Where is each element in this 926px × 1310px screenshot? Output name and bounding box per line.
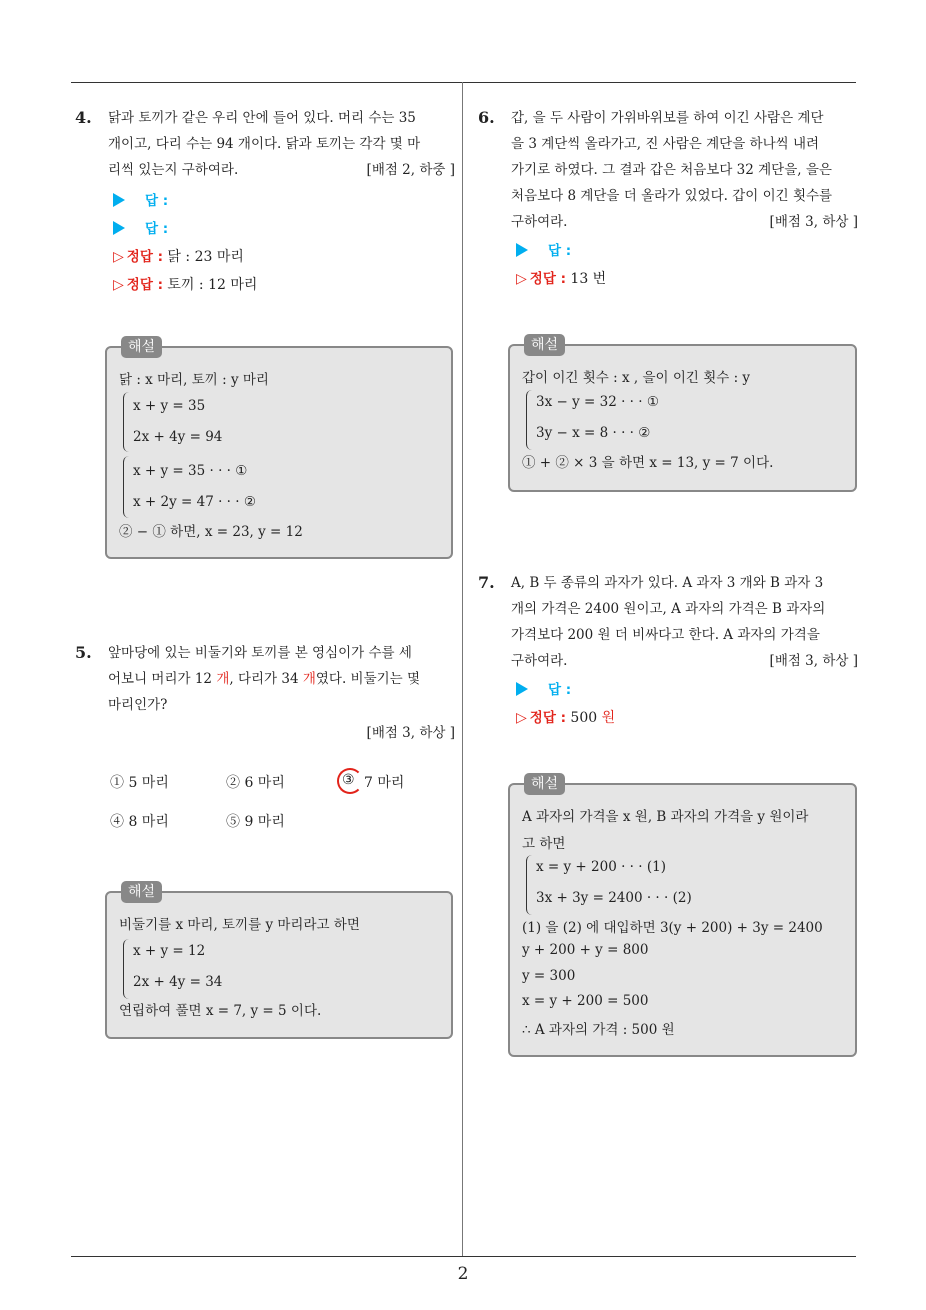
solution-line: 연립하여 풀면 x = 7, y = 5 이다.	[119, 1003, 322, 1019]
solution-line: y = 300	[522, 968, 576, 984]
solution-line: x + y = 35	[133, 398, 206, 414]
solution-box-7	[508, 776, 857, 1057]
solution-line: 고 하면	[522, 836, 566, 852]
solution-line: A 과자의 가격을 x 원, B 과자의 가격을 y 원이라	[522, 809, 809, 825]
text-line: 리씩 있는지 구하여라.	[108, 162, 239, 178]
correct-answer	[516, 265, 858, 293]
highlight-unit: 개	[216, 671, 230, 687]
text-line: 개의 가격은 2400 원이고, A 과자의 가격은 B 과자의	[511, 601, 826, 617]
correct-answer	[113, 243, 455, 271]
answer-label: 답 :	[548, 243, 572, 259]
correct-label: 정답 :	[126, 277, 163, 293]
choice-5[interactable]: ⑤ 9 마리	[226, 814, 285, 830]
score: [배점 2, 하중 ]	[366, 162, 455, 178]
outline-triangle-icon: ▷	[113, 277, 124, 293]
text-line: 을 3 계단씩 올라가고, 진 사람은 계단을 하나씩 내려	[511, 136, 820, 152]
solution-line: x + 2y = 47 · · · ②	[133, 494, 256, 510]
choice-2[interactable]: ② 6 마리	[226, 775, 285, 791]
text-line: 닭과 토끼가 같은 우리 안에 들어 있다. 머리 수는 35	[108, 110, 416, 126]
correct-value: 닭 : 23 마리	[167, 249, 244, 265]
problem-5	[75, 640, 455, 746]
outline-triangle-icon: ▷	[113, 249, 124, 265]
solution-line: x = y + 200 = 500	[522, 993, 649, 1009]
outline-triangle-icon: ▷	[516, 271, 527, 287]
solution-line: 비둘기를 x 마리, 토끼를 y 마리라고 하면	[119, 917, 360, 933]
solution-line: 2x + 4y = 94	[133, 429, 223, 445]
solution-box-4	[105, 339, 453, 559]
correct-value: 500	[570, 710, 602, 726]
solution-line: x = y + 200 · · · (1)	[536, 859, 666, 875]
brace	[123, 939, 131, 999]
brace	[123, 456, 131, 518]
problem-6	[478, 105, 858, 293]
solution-line: 갑이 이긴 횟수 : x , 을이 이긴 횟수 : y	[522, 370, 751, 386]
text-part: , 다리가 34	[229, 671, 303, 687]
solution-line: ② − ① 하면, x = 23, y = 12	[119, 524, 303, 540]
solution-line: 3x + 3y = 2400 · · · (2)	[536, 890, 692, 906]
problem-text	[511, 570, 858, 674]
text-line: 앞마당에 있는 비둘기와 토끼를 본 영심이가 수를 세	[108, 645, 412, 661]
text-line: 개이고, 다리 수는 94 개이다. 닭과 토끼는 각각 몇 마	[108, 136, 421, 152]
answer-field[interactable]	[516, 676, 858, 704]
answer-field[interactable]	[516, 237, 858, 265]
solution-line: y + 200 + y = 800	[522, 942, 649, 958]
text-line: 처음보다 8 계단을 더 올라가 있었다. 갑이 이긴 횟수를	[511, 188, 833, 204]
outline-triangle-icon: ▷	[516, 710, 527, 726]
problem-text	[108, 105, 455, 183]
answer-field[interactable]	[113, 187, 455, 215]
problem-text	[108, 640, 455, 746]
solution-line: 3y − x = 8 · · · ②	[536, 425, 651, 441]
solution-line: ∴ A 과자의 가격 : 500 원	[522, 1022, 675, 1038]
solution-line: 닭 : x 마리, 토끼 : y 마리	[119, 372, 269, 388]
top-rule	[71, 82, 856, 83]
problem-number: 4.	[75, 108, 92, 127]
text-part: 어보니 머리가 12	[108, 671, 217, 687]
play-triangle-icon	[516, 243, 528, 257]
answer-label: 답 :	[548, 682, 572, 698]
text-line-with-score	[511, 648, 858, 674]
correct-label: 정답 :	[126, 249, 163, 265]
column-divider	[462, 82, 463, 1256]
text-line	[108, 666, 455, 692]
correct-unit: 원	[601, 710, 616, 726]
text-line: 구하여라.	[511, 214, 568, 230]
solution-box-5	[105, 884, 453, 1039]
problem-text	[511, 105, 858, 235]
problem-number: 5.	[75, 643, 92, 662]
correct-label: 정답 :	[529, 710, 566, 726]
score: [배점 3, 하상 ]	[366, 725, 455, 741]
correct-value: 토끼 : 12 마리	[167, 277, 258, 293]
answer-label: 답 :	[145, 221, 169, 237]
choice-3[interactable]: ③	[342, 772, 355, 788]
text-line: 마리인가?	[108, 697, 168, 713]
solution-line: x + y = 12	[133, 943, 206, 959]
solution-line: x + y = 35 · · · ①	[133, 463, 248, 479]
problem-4	[75, 105, 455, 299]
solution-tag: 해설	[524, 773, 565, 795]
problem-number: 6.	[478, 108, 495, 127]
text-line-with-score	[108, 157, 455, 183]
solution-box-6	[508, 337, 857, 492]
correct-answer	[113, 271, 455, 299]
solution-tag: 해설	[121, 881, 162, 903]
brace	[526, 390, 534, 450]
solution-line: ① + ② × 3 을 하면 x = 13, y = 7 이다.	[522, 455, 774, 471]
solution-tag: 해설	[121, 336, 162, 358]
answer-field[interactable]	[113, 215, 455, 243]
text-line: 가기로 하였다. 그 결과 갑은 처음보다 32 계단을, 을은	[511, 162, 832, 178]
text-line: A, B 두 종류의 과자가 있다. A 과자 3 개와 B 과자 3	[511, 575, 824, 591]
selected-circle-mark	[337, 768, 363, 794]
page-number: 2	[457, 1264, 469, 1284]
play-triangle-icon	[113, 221, 125, 235]
solution-tag: 해설	[524, 334, 565, 356]
play-triangle-icon	[113, 193, 125, 207]
play-triangle-icon	[516, 682, 528, 696]
choice-1[interactable]: ① 5 마리	[110, 775, 169, 791]
text-line: 구하여라.	[511, 653, 568, 669]
highlight-unit: 개	[302, 671, 316, 687]
solution-line: 2x + 4y = 34	[133, 974, 223, 990]
choice-3-label: 7 마리	[364, 775, 405, 791]
correct-label: 정답 :	[529, 271, 566, 287]
choice-4[interactable]: ④ 8 마리	[110, 814, 169, 830]
solution-line: (1) 을 (2) 에 대입하면 3(y + 200) + 3y = 2400	[522, 920, 823, 936]
score: [배점 3, 하상 ]	[769, 214, 858, 230]
text-line-with-score	[511, 209, 858, 235]
brace	[123, 392, 131, 452]
problem-7	[478, 570, 858, 732]
brace	[526, 855, 534, 915]
correct-answer	[516, 704, 858, 732]
solution-line: 3x − y = 32 · · · ①	[536, 394, 659, 410]
correct-value: 13 번	[570, 271, 607, 287]
score: [배점 3, 하상 ]	[769, 653, 858, 669]
text-line: 갑, 을 두 사람이 가위바위보를 하여 이긴 사람은 계단	[511, 110, 824, 126]
bottom-rule	[71, 1256, 856, 1257]
problem-number: 7.	[478, 573, 495, 592]
text-part: 였다. 비둘기는 몇	[315, 671, 421, 687]
answer-label: 답 :	[145, 193, 169, 209]
text-line: 가격보다 200 원 더 비싸다고 한다. A 과자의 가격을	[511, 627, 820, 643]
